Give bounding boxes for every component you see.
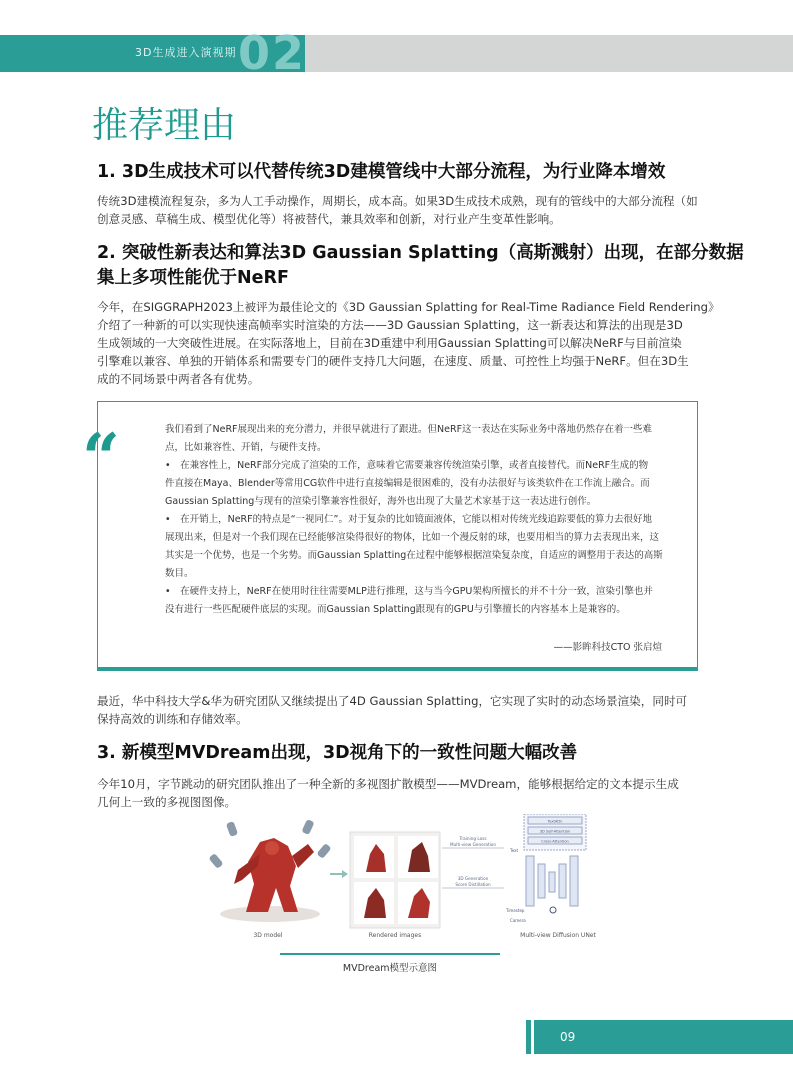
- figure-label-rendered-images: Rendered images: [368, 932, 422, 939]
- chapter-number: 02: [238, 26, 307, 80]
- heading-line: 2. 突破性新表达和算法3D Gaussian Splatting（高斯溅射）出现，在部分数据: [97, 243, 744, 263]
- diagram-text: TextAttn: [547, 819, 563, 824]
- quote-line: Gaussian Splatting与现有的渲染引擎兼容性很好，海外也出现了大量艺术家基于这一表达进行创作。: [165, 496, 597, 507]
- text-line: 引擎难以兼容、单独的开销体系和需要专门的硬件支持几大问题，在速度、质量、可控性上均强于NeRF。但在3D生: [97, 354, 689, 368]
- quote-line: 其实是一个优势，也是一个劣势。而Gaussian Splatting在过程中能够根据渲染复杂度，自适应的调整用于表达的高斯: [165, 550, 663, 561]
- diagram-text: 3D Generation: [457, 876, 489, 881]
- quote-line: 件直接在Maya、Blender等常用CG软件中进行直接编辑是很困难的，没有办法很好与该类软件在工作流上融合。而: [165, 478, 650, 489]
- heading-line: 集上多项性能优于NeRF: [97, 268, 289, 288]
- page-title: 推荐理由: [92, 105, 237, 146]
- quote-signature: ——影眸科技CTO 张启煊: [553, 642, 662, 653]
- section-1-heading: 1. 3D生成技术可以代替传统3D建模管线中大部分流程，为行业降本增效: [97, 162, 666, 182]
- text-line: 今年，在SIGGRAPH2023上被评为最佳论文的《3D Gaussian Splatting for Real-Time Radiance Field Rendering》: [97, 300, 720, 314]
- figure-label-3d-model: 3D model: [253, 932, 283, 939]
- diagram-text: Multi-view Generation: [450, 842, 496, 847]
- diagram-text: Cross-Attention: [541, 839, 569, 844]
- diagram-text: 3D Self-Attention: [539, 829, 571, 834]
- quote-line: • 在开销上，NeRF的特点是“一视同仁”。对于复杂的比如镜面液体，它能以相对传统光线追踪要低的算力去很好地: [165, 514, 652, 525]
- section-3-body: [97, 775, 712, 811]
- quote-line: 点，比如兼容性、开销，与硬件支持。: [165, 442, 327, 453]
- section-2-body: [97, 298, 720, 388]
- diagram-text: Timestep: [506, 908, 525, 913]
- quote-line: 展现出来，但是对一个我们现在已经能够渲染得很好的物体，比如一个漫反射的球，也要用相当的算力去表现出来，这: [165, 532, 660, 543]
- quote-line: 我们看到了NeRF展现出来的充分潜力，并很早就进行了跟进。但NeRF这一表达在实际业务中落地仍然存在着一些难: [165, 424, 653, 435]
- quote-mark-icon: “: [82, 419, 120, 497]
- figure-label-unet: Multi-view Diffusion UNet: [520, 932, 596, 939]
- diagram-text: Text: [510, 848, 519, 853]
- section-3-heading: 3. 新模型MVDream出现，3D视角下的一致性问题大幅改善: [97, 743, 578, 763]
- mvdream-figure: [208, 814, 608, 952]
- quote-line: 没有进行一些匹配硬件底层的实现。而Gaussian Splatting跟现有的GPU与引擎擅长的内容基本上是兼容的。: [165, 604, 626, 615]
- figure-illustration: [208, 814, 608, 932]
- caption-divider: [280, 953, 500, 955]
- text-line: 传统3D建模流程复杂，多为人工手动操作，周期长，成本高。如果3D生成技术成熟，现有的管线中的大部分流程（如: [97, 194, 698, 208]
- text-line: 成的不同场景中两者各有优势。: [97, 372, 260, 386]
- text-line: 创意灵感、草稿生成、模型优化等）将被替代，兼具效率和创新，对行业产生变革性影响。: [97, 212, 561, 226]
- text-line: 今年10月，字节跳动的研究团队推出了一种全新的多视图扩散模型——MVDream，能够根据给定的文本提示生成: [97, 777, 679, 791]
- text-line: 介绍了一种新的可以实现快速高帧率实时渲染的方法——3D Gaussian Splatting，这一新表达和算法的出现是3D: [97, 318, 683, 332]
- diagram-text: Camera: [510, 918, 526, 923]
- quote-text: [165, 421, 675, 619]
- text-line: 几何上一致的多视图图像。: [97, 795, 237, 809]
- quote-line: • 在兼容性上，NeRF部分完成了渲染的工作，意味着它需要兼容传统渲染引擎，或者直接替代。而NeRF生成的物: [165, 460, 649, 471]
- diagram-text: Training Loss: [459, 836, 487, 841]
- footer-accent-bar: [526, 1020, 531, 1054]
- section-1-body: [97, 192, 712, 228]
- page-number: 09: [560, 1030, 576, 1044]
- section-2-heading: [97, 241, 744, 291]
- header-gray-band: [305, 35, 793, 72]
- training-flow: [442, 836, 504, 888]
- robot-model-image: [208, 819, 331, 922]
- rendered-images-grid: [350, 832, 440, 928]
- quote-line: 数目。: [165, 568, 194, 579]
- unet-diagram: [505, 814, 586, 923]
- diagram-text: Score Distillation: [455, 882, 491, 887]
- text-line: 生成领域的一大突破性进展。在实际落地上，目前在3D重建中利用Gaussian Splatting可以解决NeRF与目前渲染: [97, 336, 682, 350]
- figure-caption: MVDream模型示意图: [342, 963, 438, 974]
- after-quote-body: [97, 692, 712, 728]
- quote-line: • 在硬件支持上，NeRF在使用时往往需要MLP进行推理，这与当今GPU架构所擅长的并不十分一致，渲染引擎也并: [165, 586, 653, 597]
- text-line: 保持高效的训练和存储效率。: [97, 712, 248, 726]
- chapter-label: 3D生成进入演视期: [135, 46, 237, 59]
- text-line: 最近，华中科技大学&华为研究团队又继续提出了4D Gaussian Splatting，它实现了实时的动态场景渲染，同时可: [97, 694, 688, 708]
